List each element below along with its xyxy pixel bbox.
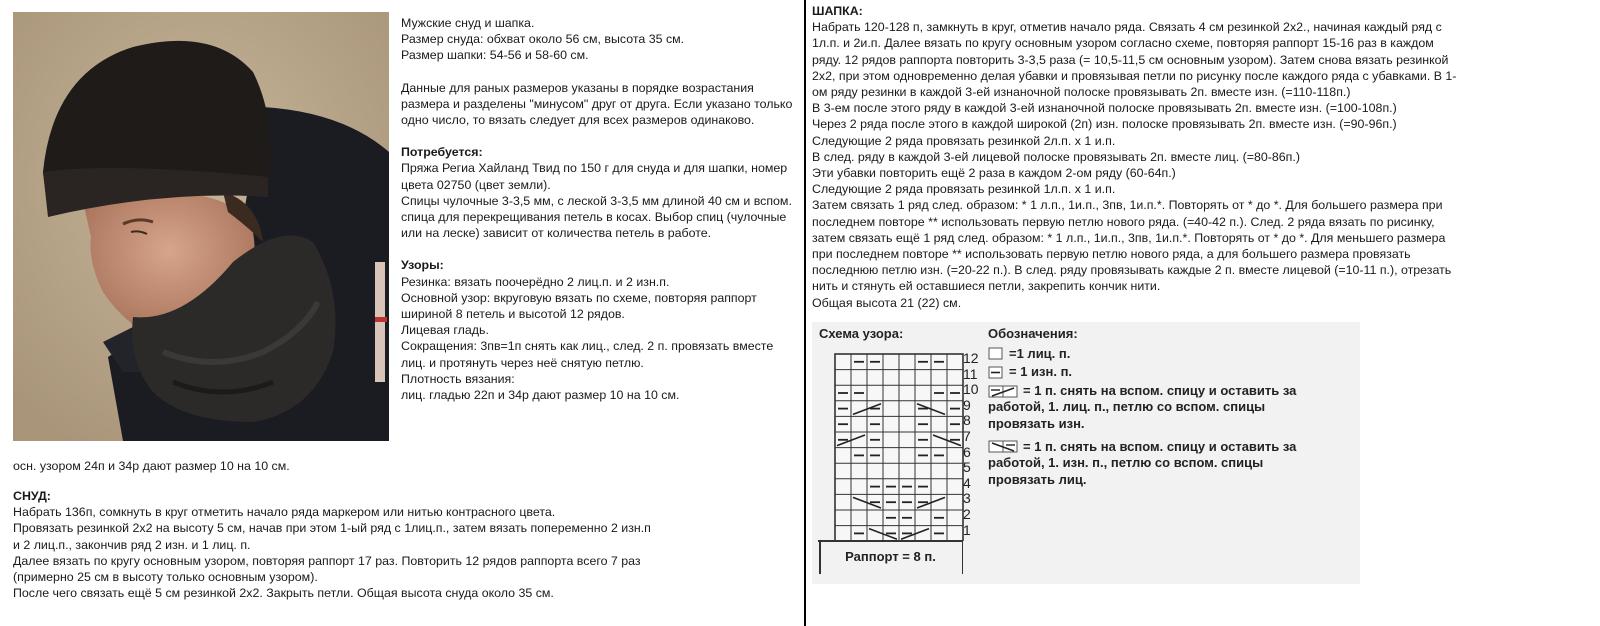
hat-line: Через 2 ряда после этого в каждой широкой (2п) изн. полоске провязывать 2п. вместе изн. (=90-96п.) <box>812 117 1397 132</box>
intro-line: Размер шапки: 54-56 и 58-60 см. <box>401 48 589 63</box>
row-number: 5 <box>963 459 971 476</box>
gauge-main-pattern: осн. узором 24п и 34р дают размер 10 на 10 см. <box>13 459 290 473</box>
pattern-line: Плотность вязания: <box>401 371 515 386</box>
materials-needles: Спицы чулочные 3-3,5 мм, с леской 3-3,5 мм длиной 40 см и вспом. спица для перекрещивания петель в косах. Выбор спиц (чулочные или на леске) зависит от количества петель в работе. <box>401 193 792 241</box>
materials-heading: Потребуется: <box>401 145 483 160</box>
hat-section <box>812 3 1592 311</box>
legend-title: Обозначения: <box>988 326 1078 341</box>
hat-line: нить и стянуть ей оставшиеся петли, закрепить кончик нити. <box>812 279 1161 294</box>
row-number: 1 <box>963 521 971 538</box>
hat-line: ряду. 12 рядов раппорта повторить 3-3,5 раза (= 10,5-11,5 см основным узором). Затем снова вязать резинкой <box>812 52 1449 67</box>
legend <box>988 326 1358 494</box>
patterns-heading: Узоры: <box>401 258 444 273</box>
legend-text-cont: провязать изн. <box>988 415 1085 431</box>
right-cross-icon <box>988 385 1018 398</box>
legend-text-cont: провязать лиц. <box>988 471 1087 487</box>
intro-line: Размер снуда: обхват около 56 см, высота 35 см. <box>401 32 685 47</box>
scheme-title: Схема узора: <box>819 326 904 341</box>
left-cross-icon <box>988 440 1018 453</box>
hat-line: Следующие 2 ряда провязать резинкой 2л.п. х 1 и.п. <box>812 133 1116 148</box>
snood-line: и 2 лиц.п., закончив ряд 2 изн. и 1 лиц. п. <box>13 537 251 552</box>
photo-illustration <box>13 12 389 441</box>
hat-line: В след. ряду в каждой 3-ей лицевой полоске провязывать 2п. вместе лиц. (=80-86п.) <box>812 149 1300 164</box>
pattern-chart <box>834 353 964 541</box>
row-number: 4 <box>963 474 971 491</box>
hat-line: В 3-ем после этого ряду в каждой 3-ей изнаночной полоске провязывать 2п. вместе изн. (=100-108п.) <box>812 101 1397 116</box>
row-number: 9 <box>963 396 971 413</box>
hat-line: Общая высота 21 (22) см. <box>812 295 962 310</box>
legend-text: = 1 п. снять на вспом. спицу и оставить за <box>1023 382 1297 398</box>
sizes-note: Данные для раных размеров указаны в порядке возрастания размера и разделены "минусом" друг от друга. Если указано только одно число, то вязать следует для всех размеров одинаково. <box>401 80 793 128</box>
hat-line: 2х2, при этом одновременно делая убавки и провязывая петли по рисунку после каждого ряда с убавками. В 1- <box>812 68 1457 83</box>
materials-yarn: Пряжа Региа Хайланд Твид по 150 г для снуда и для шапки, номер цвета 02750 (цвет земли). <box>401 161 788 192</box>
product-photo <box>13 12 389 441</box>
purl-square-icon <box>988 366 1004 379</box>
pattern-line: Основной узор: вкруговую вязать по схеме, повторяя раппорт шириной 8 петель и высотой 12 рядов. <box>401 290 757 322</box>
hat-line: ом ряду резинки в каждой 3-ей изнаночной полоске провязывать 2п. вместе изн. (=110-118п.) <box>812 85 1351 100</box>
row-number: 7 <box>963 427 971 444</box>
snood-line: Набрать 136п, сомкнуть в круг отметить начало ряда маркером или нитью контрасного цвета. <box>13 505 556 520</box>
row-number: 8 <box>963 412 971 429</box>
hat-line: последнем повторе ** использовать первую петлю нового ряда. (=40-42 п.). След. 2 ряда вязать по рисинку, <box>812 214 1435 229</box>
hat-line: последнюю петлю изн. (=20-22 п.). В след. ряду провязывать каждые 2 п. вместе лицевой (=10-11 п.), отрезать <box>812 263 1452 278</box>
legend-item-purl <box>988 364 1358 381</box>
hat-line: Эти убавки повторить ещё 2 раза в каждом 2-ом ряду (60-64п.) <box>812 166 1176 181</box>
row-number: 10 <box>963 381 979 398</box>
legend-text: =1 лиц. п. <box>1009 345 1071 361</box>
hat-heading: ШАПКА: <box>812 4 863 18</box>
row-number: 2 <box>963 505 971 522</box>
snood-line: (примерно 25 см в высоту только основным узором). <box>13 570 318 585</box>
column-divider <box>804 0 806 626</box>
hat-line: Затем связать 1 ряд след. образом: * 1 л.п., 1и.п., 3пв, 1и.п.*. Повторять от * до *. Для большего размера при <box>812 198 1443 213</box>
rapport-box <box>818 540 963 574</box>
pattern-line: Резинка: вязать поочерёдно 2 лиц.п. и 2 изн.п. <box>401 274 670 289</box>
rapport-label: Раппорт = 8 п. <box>845 549 936 564</box>
snood-heading: СНУД: <box>13 489 51 503</box>
legend-text: = 1 изн. п. <box>1009 364 1073 380</box>
row-number: 6 <box>963 443 971 460</box>
hat-line: Набрать 120-128 п, замкнуть в круг, отметив начало ряда. Связать 4 см резинкой 2х2., начиная каждый ряд с <box>812 20 1442 35</box>
hat-line: 1л.п. и 2и.п. Далее вязать по кругу основным узором согласно схеме, повторяя раппорт 15-16 раз в каждом <box>812 36 1434 51</box>
pattern-line: Сокращения: 3пв=1п снять как лиц., след. 2 п. провязать вместе лиц. и протянуть через неё снятую петлю. <box>401 339 774 370</box>
legend-text: = 1 п. снять на вспом. спицу и оставить за <box>1023 438 1297 454</box>
snood-line: Провязать резинкой 2х2 на высоту 5 см, начав при этом 1-ый ряд с 1лиц.п., затем вязать попеременно 2 изн.п <box>13 521 651 536</box>
hat-line: затем связать ещё 1 ряд след. образом: * 1 л.п., 1и.п., 3пв, 1и.п.*. Повторять от * до *. Для меньшего размера <box>812 230 1446 245</box>
legend-item-knit <box>988 346 1358 363</box>
pattern-line: лиц. гладью 22п и 34р дают размер 10 на 10 см. <box>401 388 680 403</box>
knit-square-icon <box>988 347 1004 360</box>
legend-text-cont: работой, 1. изн. п., петлю со вспом. спицы <box>988 455 1264 471</box>
legend-text-cont: работой, 1. лиц. п., петлю со вспом. спицы <box>988 399 1266 415</box>
snood-section <box>13 488 793 601</box>
intro-section <box>401 15 796 403</box>
row-number: 11 <box>963 365 978 382</box>
snood-line: После чего связать ещё 5 см резинкой 2х2. Закрыть петли. Общая высота снуда около 35 см. <box>13 586 554 601</box>
legend-item-right-cross <box>988 383 1358 433</box>
row-numbers <box>963 351 979 538</box>
hat-line: Следующие 2 ряда провязать резинкой 1л.п. х 1 и.п. <box>812 182 1116 197</box>
legend-item-left-cross <box>988 439 1358 489</box>
snood-line: Далее вязать по кругу основным узором, повторяя раппорт 17 раз. Повторить 12 рядов раппорта всего 7 раз <box>13 553 641 568</box>
hat-line: при последнем повторе ** использовать первую петлю нового ряда, а для большего размера провязать <box>812 247 1411 262</box>
row-number: 3 <box>963 490 971 507</box>
intro-line: Мужские снуд и шапка. <box>401 16 535 30</box>
row-number: 12 <box>963 350 979 366</box>
pattern-line: Лицевая гладь. <box>401 323 489 338</box>
